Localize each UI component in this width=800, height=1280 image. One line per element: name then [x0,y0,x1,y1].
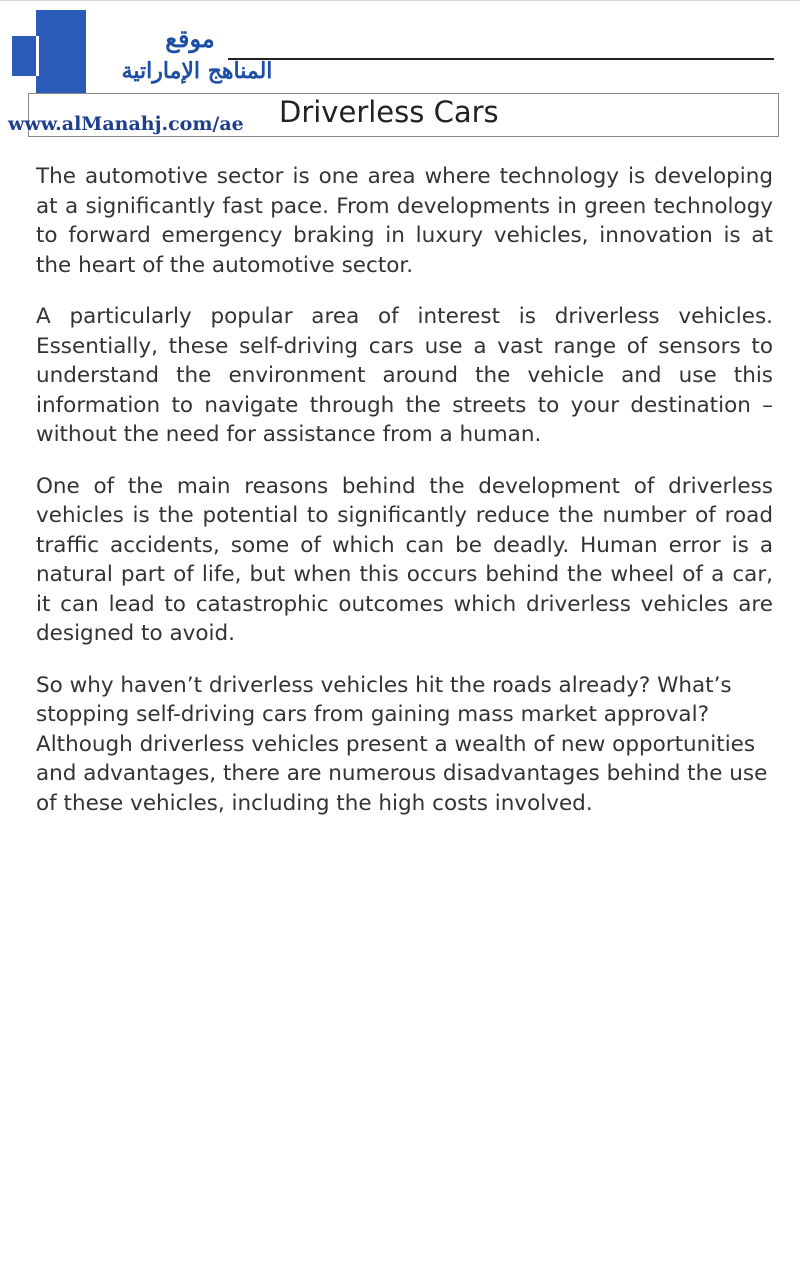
site-name-line1: موقع [165,24,215,53]
logo-gap [36,36,39,76]
paragraph-3: One of the main reasons behind the development of driverless vehicles is the potential to significantly reduce the number of road traffic accidents, some of which can be deadly. Human error is a natural part of life, but when this occurs behind the wheel of a car, it can lead to catastrophic outcomes which driverless vehicles are designed to avoid. [36,473,773,646]
paragraph-2: A particularly popular area of interest is driverless vehicles. Essentially, these self-driving cars use a vast range of sensors to understand the environment around the vehicle and use this information to navigate through the streets to your destination – without the need for assistance from a human. [36,304,773,447]
site-name-line2: المناهج الإماراتية [121,58,273,84]
header-rule [228,58,774,60]
document-body [36,162,773,840]
logo-block-main [36,10,86,94]
top-divider [0,0,800,1]
site-url-link[interactable]: www.alManahj.com/ae [8,113,244,135]
paragraph-1: The automotive sector is one area where technology is developing at a significantly fast pace. From developments in green technology to forward emergency braking in luxury vehicles, innovation is at the heart of the automotive sector. [36,164,773,278]
site-logo [12,10,86,94]
paragraph-4: So why haven’t driverless vehicles hit the roads already? What’s stopping self-driving cars from gaining mass market approval? Although driverless vehicles present a wealth of new opportunities and advantages, there are numerous disadvantages behind the use of these vehicles, including the high costs involved. [36,672,768,816]
logo-block-side [12,36,36,76]
document-title: Driverless Cars [279,95,499,129]
